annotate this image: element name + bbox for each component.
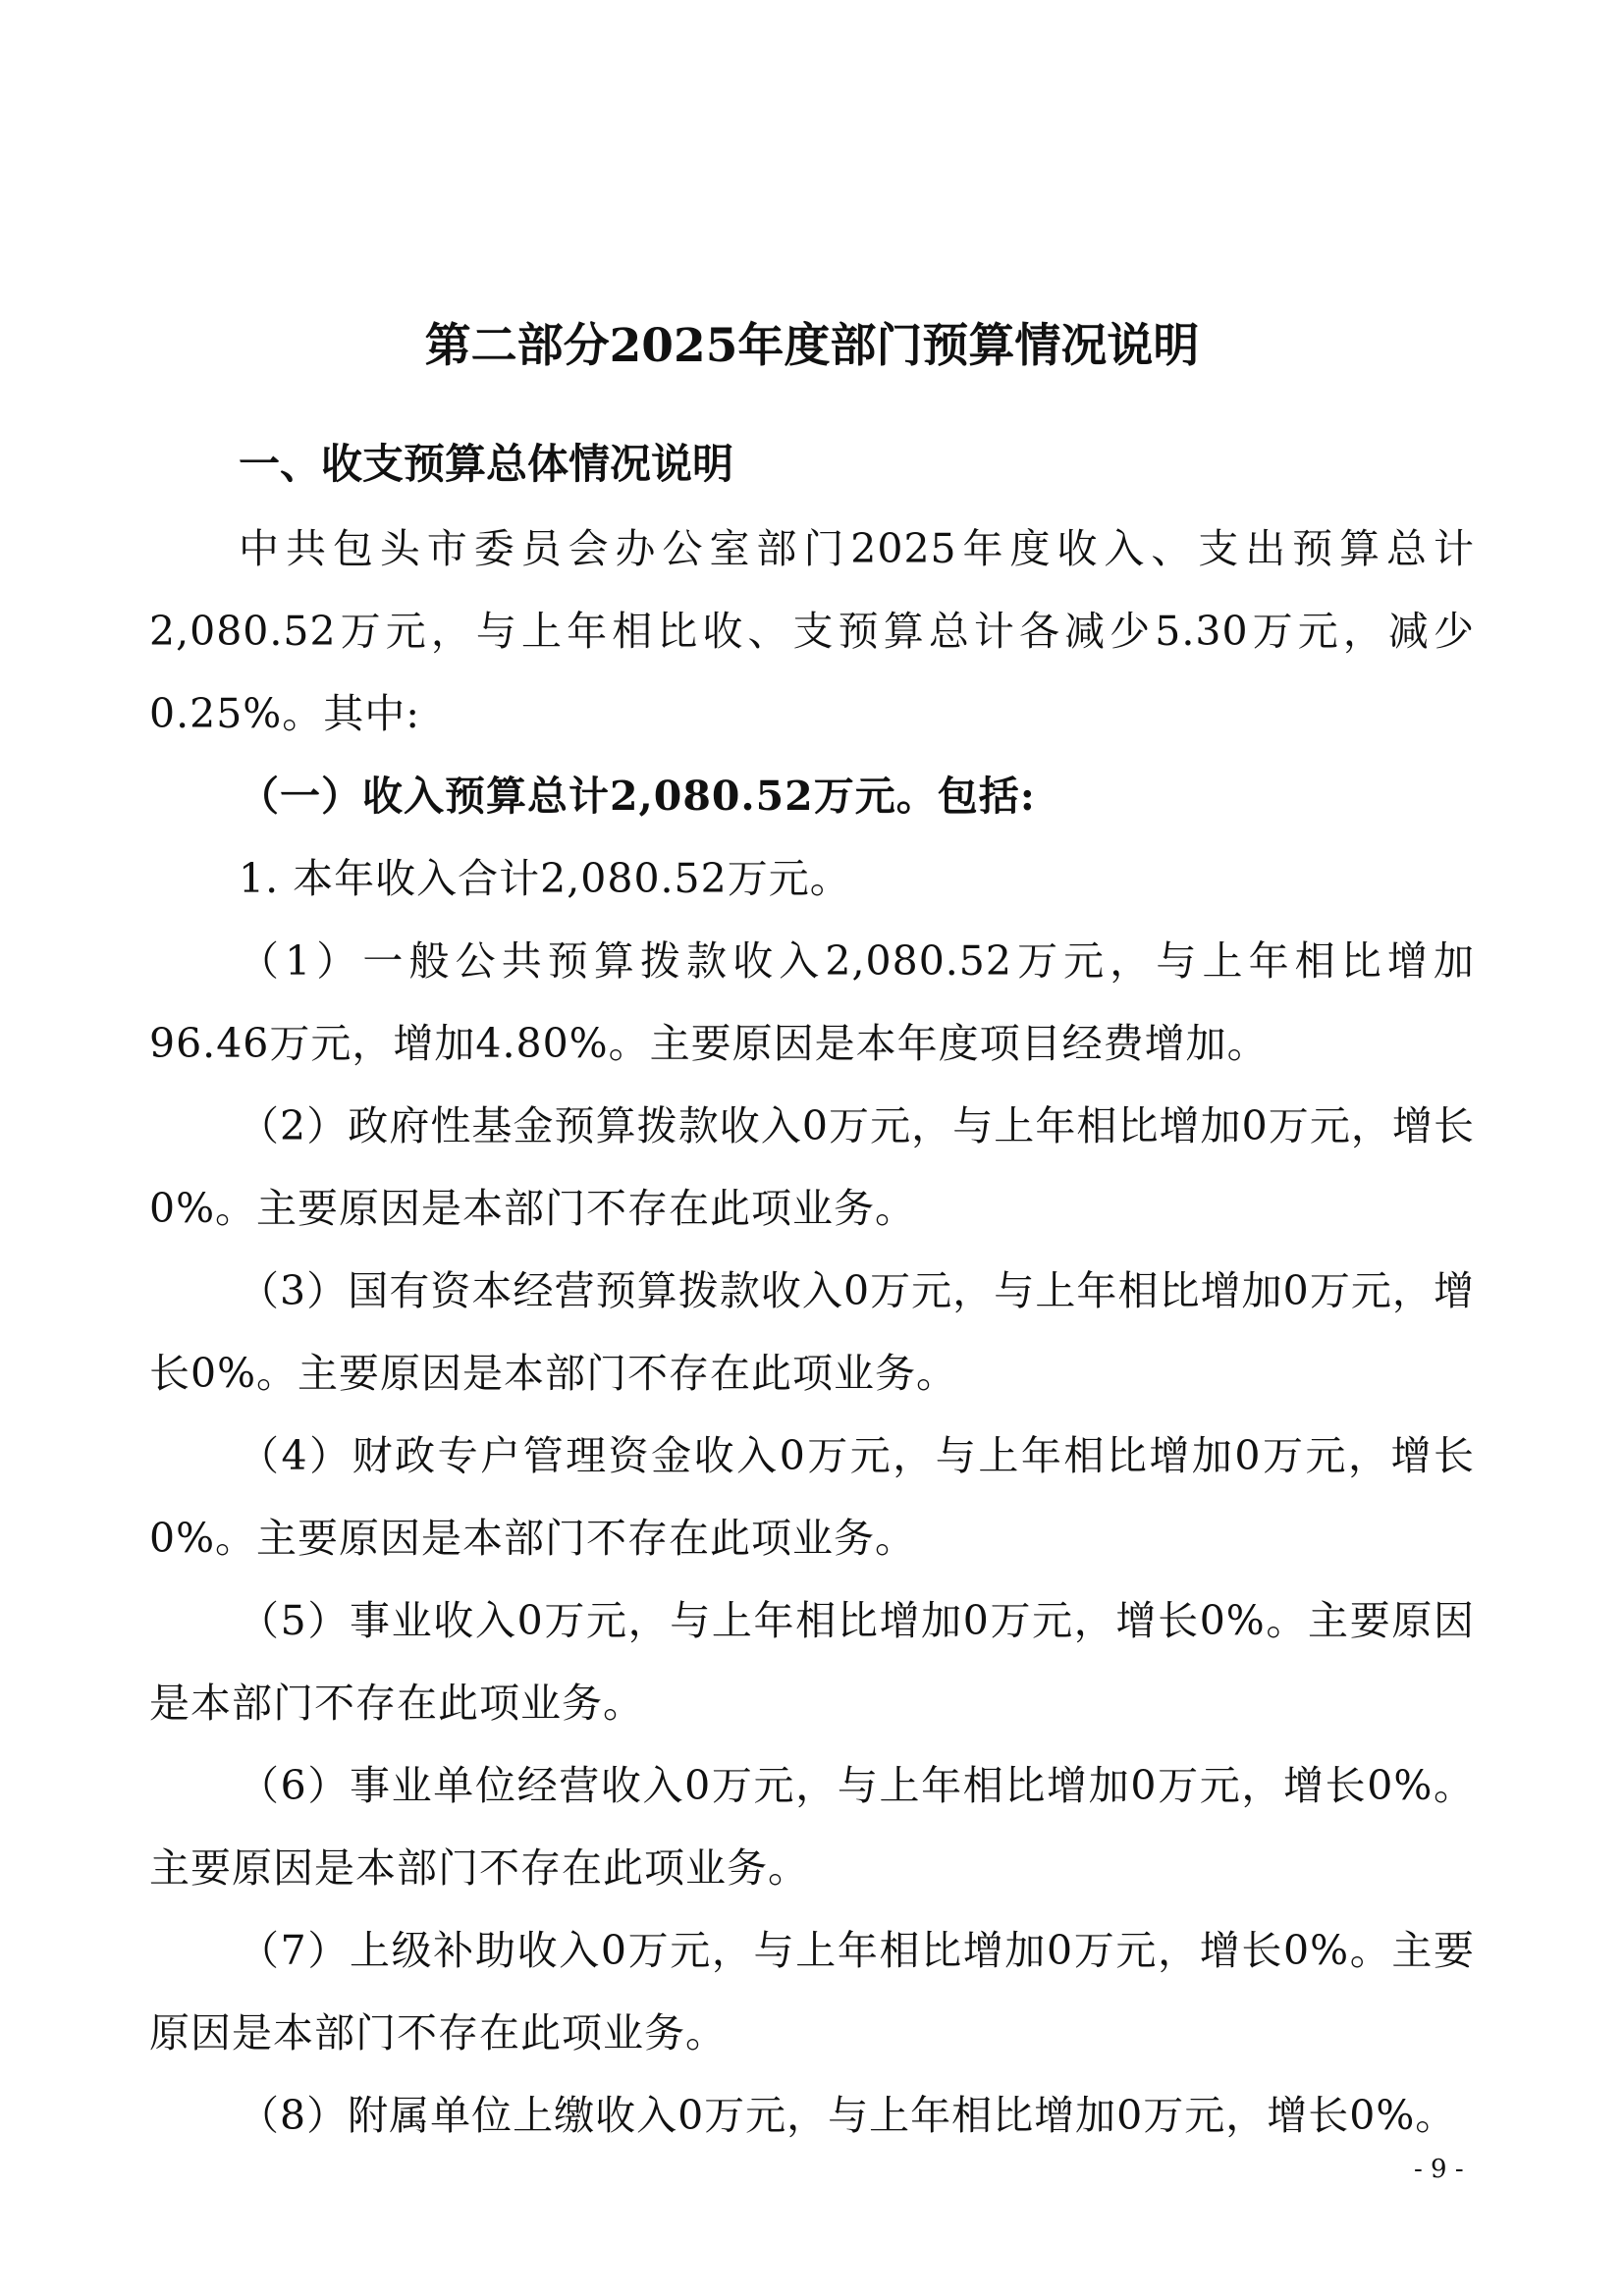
paragraph-affiliated-unit-income: （8）附属单位上缴收入0万元，与上年相比增加0万元，增长0%。 — [239, 2092, 1457, 2139]
paragraph-state-capital-income: （3）国有资本经营预算拨款收入0万元，与上年相比增加0万元，增长0%。主要原因是本部门不存在此项业务。 — [149, 1267, 1475, 1397]
section-heading: 一、收支预算总体情况说明 — [239, 440, 734, 488]
paragraph-income-total-heading: （一）收入预算总计2,080.52万元。包括: — [239, 773, 1036, 820]
paragraph-fiscal-account-income: （4）财政专户管理资金收入0万元，与上年相比增加0万元，增长0%。主要原因是本部门不存在此项业务。 — [149, 1432, 1475, 1562]
paragraph-operation-income: （6）事业单位经营收入0万元，与上年相比增加0万元，增长0%。主要原因是本部门不存在此项业务。 — [149, 1762, 1475, 1892]
paragraph-government-fund-income: （2）政府性基金预算拨款收入0万元，与上年相比增加0万元，增长0%。主要原因是本部门不存在此项业务。 — [149, 1102, 1475, 1232]
document-title: 第二部分2025年度部门预算情况说明 — [424, 319, 1200, 373]
paragraph-superior-subsidy-income: （7）上级补助收入0万元，与上年相比增加0万元，增长0%。主要原因是本部门不存在此项业务。 — [149, 1927, 1475, 2056]
paragraph-current-year-income: 1. 本年收入合计2,080.52万元。 — [239, 855, 851, 902]
paragraph-business-income: （5）事业收入0万元，与上年相比增加0万元，增长0%。主要原因是本部门不存在此项业务。 — [149, 1597, 1475, 1727]
paragraph-general-budget-income: （1）一般公共预算拨款收入2,080.52万元，与上年相比增加96.46万元，增加4.80%。主要原因是本年度项目经费增加。 — [149, 937, 1475, 1067]
page-number: - 9 - — [1414, 2155, 1464, 2184]
paragraph-budget-total: 中共包头市委员会办公室部门2025年度收入、支出预算总计2,080.52万元，与上年相比收、支预算总计各减少5.30万元，减少0.25%。其中: — [149, 525, 1475, 737]
